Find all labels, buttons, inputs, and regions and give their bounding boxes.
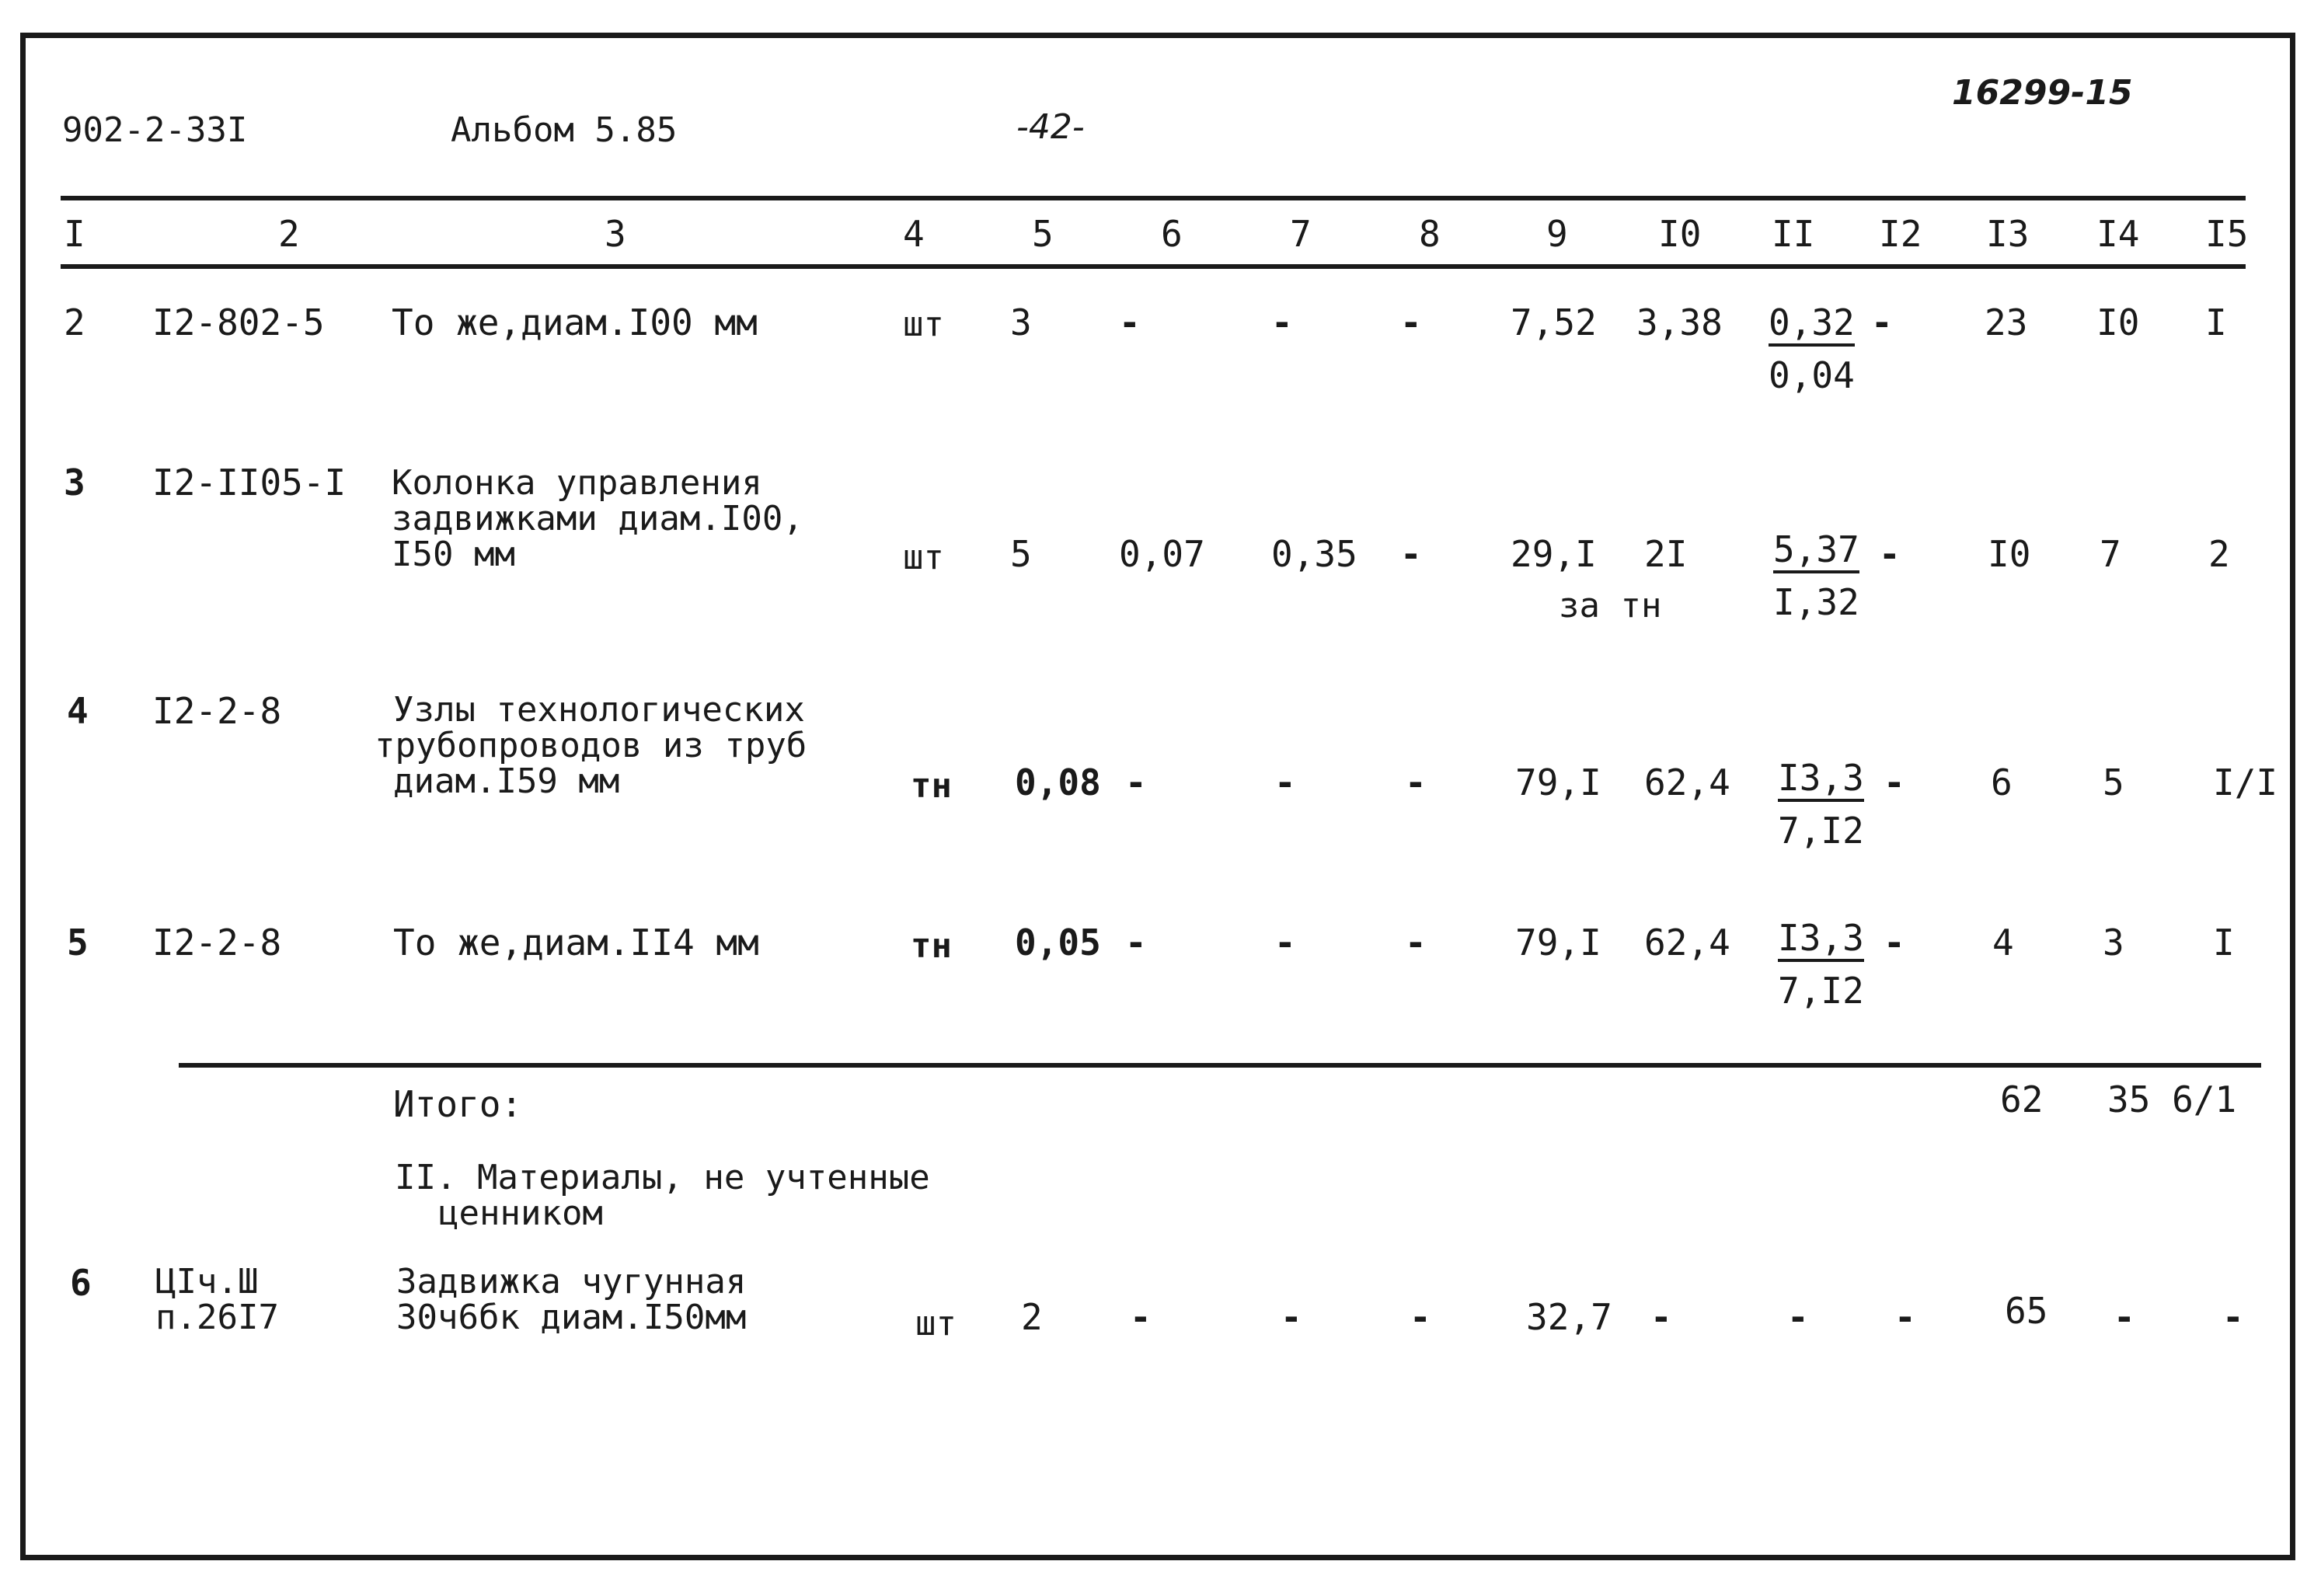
- row-name-line: 30ч6бк диам.I50мм: [396, 1298, 747, 1337]
- row-code: I2-2-8: [152, 690, 282, 732]
- col-header: I4: [2096, 213, 2140, 255]
- header-bottom-rule: [61, 264, 2246, 269]
- cell-c6: -: [1119, 301, 1141, 343]
- cell-c5: 0,05: [1015, 922, 1101, 964]
- cell-c10: -: [1650, 1296, 1672, 1338]
- cell-c5: 0,08: [1015, 761, 1101, 803]
- cell-c15: -: [2222, 1296, 2244, 1338]
- cell-c5: 3: [1010, 301, 1032, 343]
- cell-c10: 62,4: [1644, 761, 1730, 803]
- cell-c11-top: 0,32: [1769, 305, 1855, 347]
- row-unit: шт: [915, 1304, 957, 1343]
- cell-c7: -: [1274, 761, 1296, 803]
- cell-c13: 65: [2005, 1290, 2048, 1332]
- row-name: То же,диам.II4 мм: [393, 922, 759, 964]
- cell-c11-bottom: 7,I2: [1778, 810, 1864, 852]
- cell-c5: 2: [1021, 1296, 1043, 1338]
- cell-c14: 3: [2103, 922, 2124, 964]
- cell-c14: 7: [2100, 533, 2121, 575]
- total-c13: 62: [2000, 1079, 2044, 1120]
- row-name: То же,диам.I00 мм: [392, 301, 758, 343]
- col-header: 6: [1161, 213, 1183, 255]
- row-name-line: задвижками диам.I00,: [392, 499, 803, 538]
- cell-c11-bottom: I,32: [1773, 581, 1859, 623]
- cell-c13: 6: [1991, 761, 2013, 803]
- cell-c8: -: [1410, 1296, 1431, 1338]
- cell-c9: 7,52: [1511, 301, 1597, 343]
- row-unit: тн: [911, 926, 952, 966]
- row-unit: шт: [903, 305, 944, 344]
- sheet-code: 16299-15: [1952, 73, 2133, 113]
- cell-c14: -: [2114, 1296, 2135, 1338]
- cell-c9: 79,I: [1515, 922, 1601, 964]
- row-number: 4: [67, 690, 89, 732]
- col-header: I5: [2205, 213, 2249, 255]
- total-rule: [179, 1063, 2261, 1068]
- row-name-line: Колонка управления: [392, 463, 762, 503]
- cell-c7: -: [1274, 922, 1296, 964]
- cell-c13: 4: [1992, 922, 2014, 964]
- project-code: 902-2-33I: [62, 110, 248, 150]
- col-header: 7: [1290, 213, 1312, 255]
- cell-c11: -: [1787, 1296, 1809, 1338]
- row-name-line: Задвижка чугунная: [396, 1262, 747, 1302]
- col-header: I: [64, 213, 85, 255]
- cell-c7: -: [1271, 301, 1293, 343]
- cell-c5: 5: [1010, 533, 1032, 575]
- cell-c9: 32,7: [1526, 1296, 1612, 1338]
- page-number: -42-: [1016, 107, 1085, 147]
- col-header: 8: [1419, 213, 1441, 255]
- cell-c9: 79,I: [1515, 761, 1601, 803]
- row-number: 5: [67, 922, 89, 964]
- cell-c10: 62,4: [1644, 922, 1730, 964]
- cell-c11-top: I3,3: [1778, 760, 1864, 802]
- col-header: 5: [1032, 213, 1054, 255]
- cell-c6: -: [1125, 761, 1147, 803]
- col-header: 3: [605, 213, 626, 255]
- row-number: 6: [70, 1262, 92, 1304]
- header-top-rule: [61, 196, 2246, 200]
- row-name-line: I50 мм: [392, 535, 515, 574]
- cell-c12: -: [1871, 301, 1893, 343]
- section-heading: II. Материалы, не учтенные: [395, 1158, 930, 1197]
- cell-c11-top: I3,3: [1778, 920, 1864, 962]
- cell-c13: 23: [1985, 301, 2028, 343]
- cell-c6: -: [1130, 1296, 1152, 1338]
- cell-c8: -: [1405, 922, 1427, 964]
- row-number: 3: [64, 462, 85, 504]
- row-code-line: ЦIч.Ш: [155, 1262, 259, 1302]
- cell-c15: I: [2213, 922, 2235, 964]
- row-name-line: Узлы технологических: [393, 690, 805, 730]
- cell-c6: 0,07: [1119, 533, 1205, 575]
- col-header: 2: [278, 213, 300, 255]
- cell-c11-bottom: 0,04: [1769, 354, 1855, 396]
- section-heading-cont: ценником: [438, 1194, 603, 1233]
- cell-c10: 2I: [1644, 533, 1688, 575]
- cell-c8: -: [1400, 533, 1422, 575]
- cell-c12: -: [1884, 922, 1905, 964]
- row-unit: тн: [911, 766, 952, 806]
- row-name-line: диам.I59 мм: [393, 761, 620, 801]
- cell-c14: 5: [2103, 761, 2124, 803]
- cell-c9-10-note: за тн: [1559, 586, 1662, 626]
- cell-c14: I0: [2096, 301, 2140, 343]
- col-header: II: [1772, 213, 1815, 255]
- cell-c7: 0,35: [1271, 533, 1357, 575]
- col-header: 4: [903, 213, 925, 255]
- cell-c7: -: [1281, 1296, 1302, 1338]
- total-label: Итого:: [393, 1083, 523, 1125]
- cell-c11-bottom: 7,I2: [1778, 970, 1864, 1012]
- cell-c8: -: [1405, 761, 1427, 803]
- cell-c12: -: [1884, 761, 1905, 803]
- row-code: I2-II05-I: [152, 462, 347, 504]
- cell-c15: 2: [2208, 533, 2230, 575]
- row-name-line: трубопроводов из труб: [375, 726, 807, 765]
- album-label: Альбом 5.85: [451, 110, 678, 150]
- row-code: I2-802-5: [152, 301, 325, 343]
- col-header: I2: [1879, 213, 1922, 255]
- total-c14-15: 35 6/1: [2107, 1079, 2237, 1120]
- cell-c11-top: 5,37: [1773, 531, 1859, 573]
- cell-c15: I/I: [2213, 761, 2278, 803]
- cell-c8: -: [1400, 301, 1422, 343]
- cell-c10: 3,38: [1636, 301, 1723, 343]
- row-code: I2-2-8: [152, 922, 282, 964]
- row-unit: шт: [903, 538, 944, 577]
- col-header: I3: [1986, 213, 2030, 255]
- cell-c12: -: [1879, 533, 1901, 575]
- col-header: I0: [1658, 213, 1702, 255]
- row-number: 2: [64, 301, 85, 343]
- col-header: 9: [1546, 213, 1568, 255]
- cell-c12: -: [1894, 1296, 1916, 1338]
- row-code-line: п.26I7: [155, 1298, 279, 1337]
- cell-c9: 29,I: [1511, 533, 1597, 575]
- cell-c15: I: [2205, 301, 2227, 343]
- cell-c13: I0: [1988, 533, 2031, 575]
- cell-c6: -: [1125, 922, 1147, 964]
- page-frame: [20, 33, 2295, 1560]
